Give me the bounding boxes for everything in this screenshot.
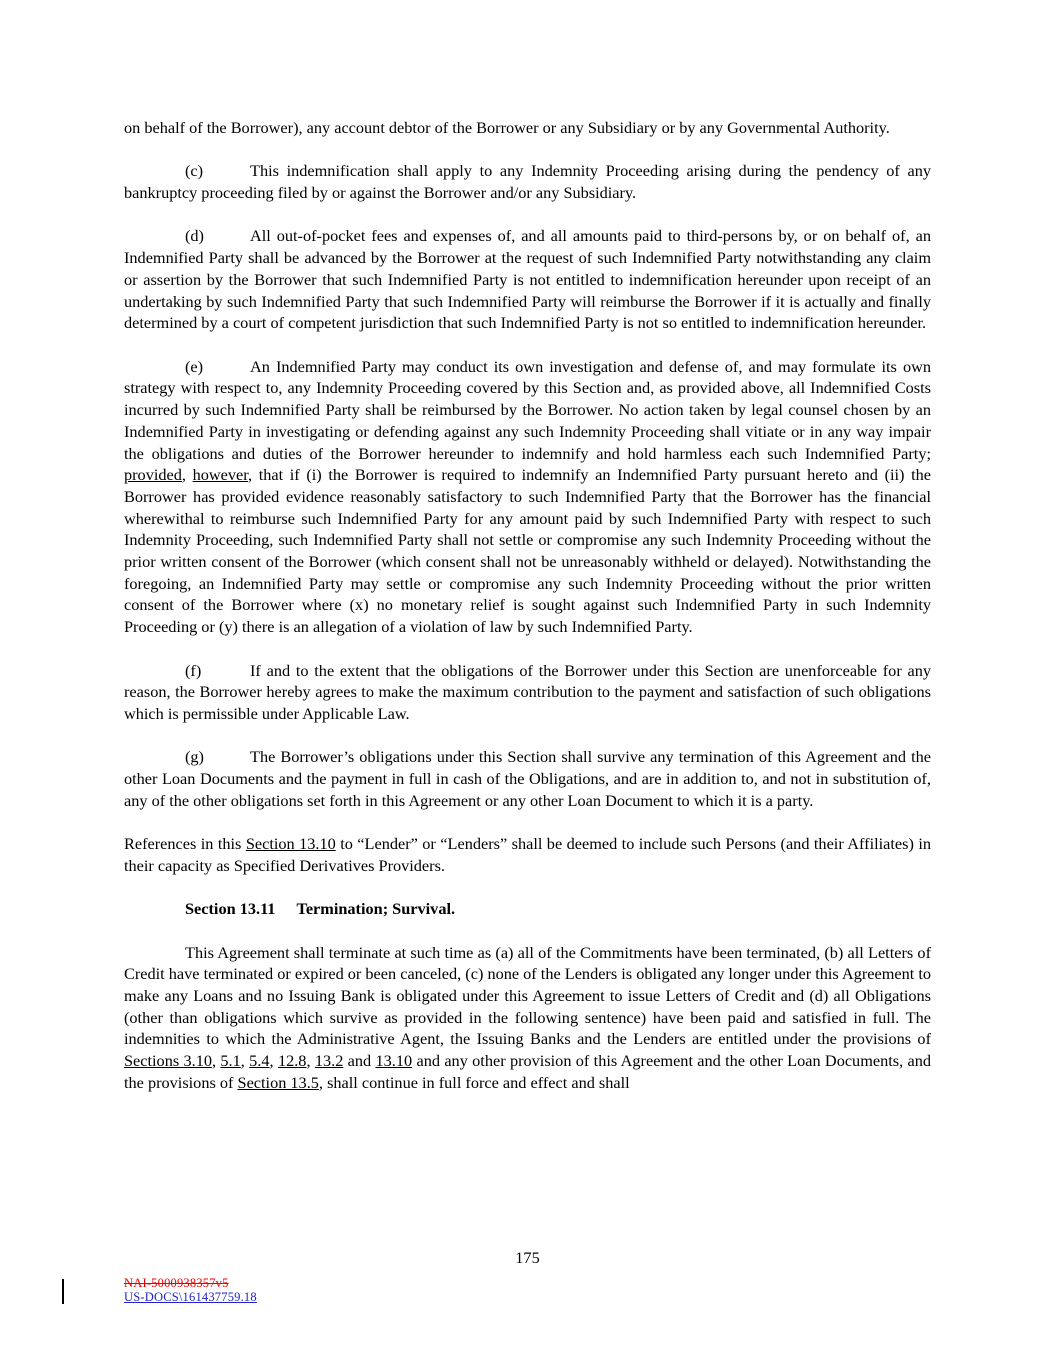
section-reference: 12.8 [277,1051,307,1071]
text-run: Section 13.11 [185,899,276,919]
termination-paragraph [124,942,931,1094]
section-reference: provided [124,465,182,485]
change-bar [62,1279,64,1304]
paragraph-d [124,225,931,334]
text-run: on behalf of the Borrower), any account debtor of the Borrower or any Subsidiary or by any Governmental Authority. [124,118,890,137]
paragraph-label: (d) [185,226,204,246]
text-run: , [240,1051,250,1071]
paragraph-label: (e) [185,356,204,376]
references-paragraph [124,833,931,876]
text-run: and [343,1051,376,1071]
paragraph-g [124,746,931,811]
text-run: The Borrower’s obligations under this Section shall survive any termination of this Agreement and the other Loan Documents and the payment in full in cash of the Obligations, and are in addition to, and not in substitution of, any of the other obligations set forth in this Agreement or any other Loan Document to which it is a party. [124,747,931,810]
text-run: References in this [124,834,246,854]
section-13-11-heading [124,898,931,920]
section-reference: 5.4 [249,1051,270,1071]
text-run: If and to the extent that the obligations of the Borrower under this Section are unenforceable for any reason, the Borrower hereby agrees to make the maximum contribution to the payment and satisfaction of such obligations which is permissible under Applicable Law. [124,660,931,723]
section-reference: 13.2 [314,1051,344,1071]
paragraph-c [124,160,931,203]
text-run: , that if (i) the Borrower is required to indemnify an Indemnified Party pursuant hereto and (ii) the Borrower has provided evidence reasonably satisfactory to such Indemnified Party that the Borrower has the financial wherewithal to reimburse such Indemnified Party for any amount paid by such Indemnified Party with respect to such Indemnity Proceeding, such Indemnified Party shall not settle or compromise any such Indemnity Proceeding without the prior written consent of the Borrower (which consent shall not be unreasonably withheld or delayed). Notwithstanding the foregoing, an Indemnified Party may settle or compromise any such Indemnity Proceeding without the prior written consent of the Borrower where (x) no monetary relief is sought against such Indemnified Party in such Indemnity Proceeding or (y) there is an allegation of a violation of law by such Indemnified Party. [124,465,931,637]
section-reference: 13.10 [375,1051,413,1071]
text-run: Termination; Survival. [296,899,456,919]
text-run: , [181,465,193,485]
paragraph-label: (f) [185,660,202,680]
text-run: , [269,1051,278,1071]
section-reference: however [192,465,248,485]
paragraph-f [124,660,931,725]
section-reference: Sections 3.10 [124,1051,212,1071]
document-body [124,117,931,1115]
page-number: 175 [515,1248,540,1267]
text-run: An Indemnified Party may conduct its own investigation and defense of, and may formulate its own strategy with respect to, any Indemnity Proceeding covered by this Section and, as provided above, all Indemnified Costs incurred by such Indemnified Party shall be reimbursed by the Borrower. No action taken by legal counsel chosen by an Indemnified Party in investigating or defending against any such Indemnity Proceeding shall vitiate or in any way impair the obligations and duties of the Borrower hereunder to indemnify and hold harmless each such Indemnified Party; [124,356,931,463]
text-run: This indemnification shall apply to any Indemnity Proceeding arising during the pendency of any bankruptcy proceeding filed by or against the Borrower and/or any Subsidiary. [124,161,931,203]
paragraph-label: (c) [185,161,204,181]
section-reference: Section 13.5 [237,1072,319,1092]
doc-id-strikethrough: NAI-5000938357v5 [124,1276,229,1290]
text-run: , shall continue in full force and effect and shall [318,1072,630,1092]
doc-id-link: US-DOCS\161437759.18 [124,1290,257,1305]
continuation-paragraph [124,117,931,139]
section-reference: 5.1 [220,1051,241,1071]
text-run: , [212,1051,221,1071]
paragraph-e [124,356,931,638]
text-run: to “Lender” or “Lenders” shall be deemed to include such Persons (and their Affiliates) in their capacity as Specified Derivatives Providers. [124,834,931,875]
section-reference: Section 13.10 [245,834,336,854]
text-run: and any other provision of this Agreement and the other Loan Documents, and the provisions of [124,1051,932,1092]
document-stamp [124,1276,257,1304]
text-run: This Agreement shall terminate at such time as (a) all of the Commitments have been terminated, (b) all Letters of Credit have terminated or expired or been canceled, (c) none of the Lenders is obligated any longer under this Agreement to make any Loans and no Issuing Bank is obligated under this Agreement to issue Letters of Credit and (d) all Obligations (other than obligations which survive as provided in the following sentence) have been paid and satisfied in full. The indemnities to which the Administrative Agent, the Issuing Banks and the Lenders are entitled under the provisions of [124,942,931,1049]
text-run: All out-of-pocket fees and expenses of, and all amounts paid to third-persons by, or on behalf of, an Indemnified Party shall be advanced by the Borrower at the request of such Indemnified Party notwithstanding any claim or assertion by the Borrower that such Indemnified Party is not entitled to indemnification hereunder upon receipt of an undertaking by such Indemnified Party that such Indemnified Party will reimburse the Borrower if it is actually and finally determined by a court of competent jurisdiction that such Indemnified Party is not so entitled to indemnification hereunder. [124,226,931,333]
text-run: , [306,1051,315,1071]
paragraph-label: (g) [185,747,204,767]
